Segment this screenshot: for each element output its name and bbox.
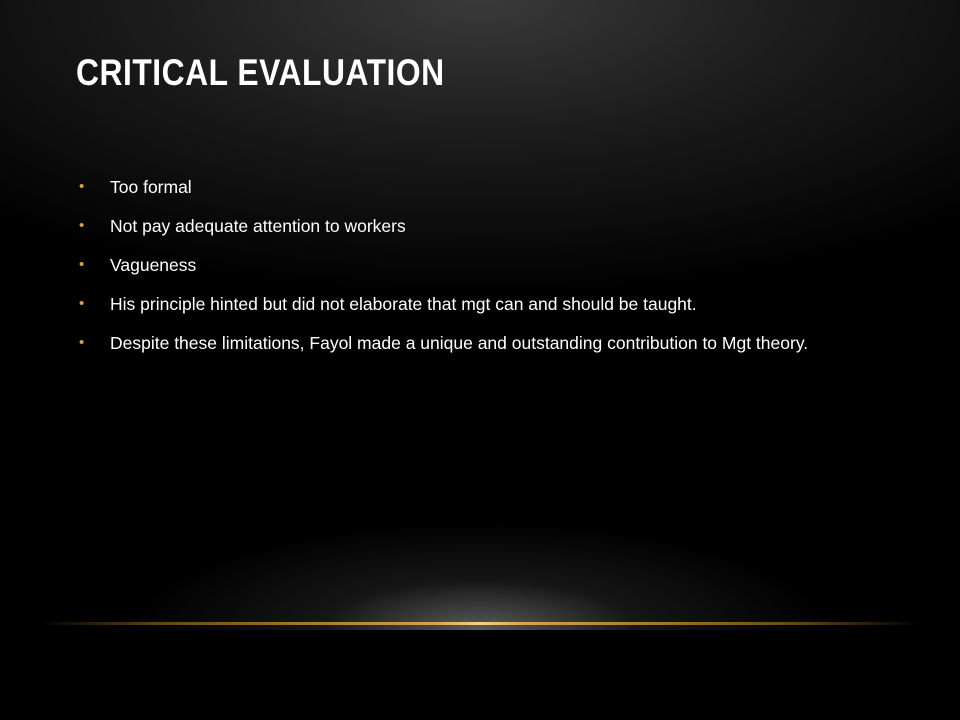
bullet-text: Too formal — [110, 177, 192, 197]
bullet-item — [76, 293, 836, 315]
bullet-text: His principle hinted but did not elaborate that mgt can and should be taught. — [110, 294, 697, 314]
bullet-item — [76, 176, 836, 198]
bullet-icon: • — [79, 295, 85, 312]
bullet-icon: • — [79, 178, 85, 195]
bullet-text: Not pay adequate attention to workers — [110, 216, 406, 236]
bullet-icon: • — [79, 217, 85, 234]
bullet-text: Vagueness — [110, 255, 197, 275]
bullet-list — [76, 176, 836, 371]
bullet-item — [76, 332, 836, 354]
bullet-icon: • — [79, 256, 85, 273]
bullet-item — [76, 254, 836, 276]
slide-title: CRITICAL EVALUATION — [76, 52, 445, 93]
bullet-icon: • — [79, 334, 85, 351]
bullet-item — [76, 215, 836, 237]
bottom-glow — [130, 520, 830, 630]
accent-line — [40, 622, 920, 625]
bullet-text: Despite these limitations, Fayol made a unique and outstanding contribution to Mgt theory. — [110, 333, 809, 353]
